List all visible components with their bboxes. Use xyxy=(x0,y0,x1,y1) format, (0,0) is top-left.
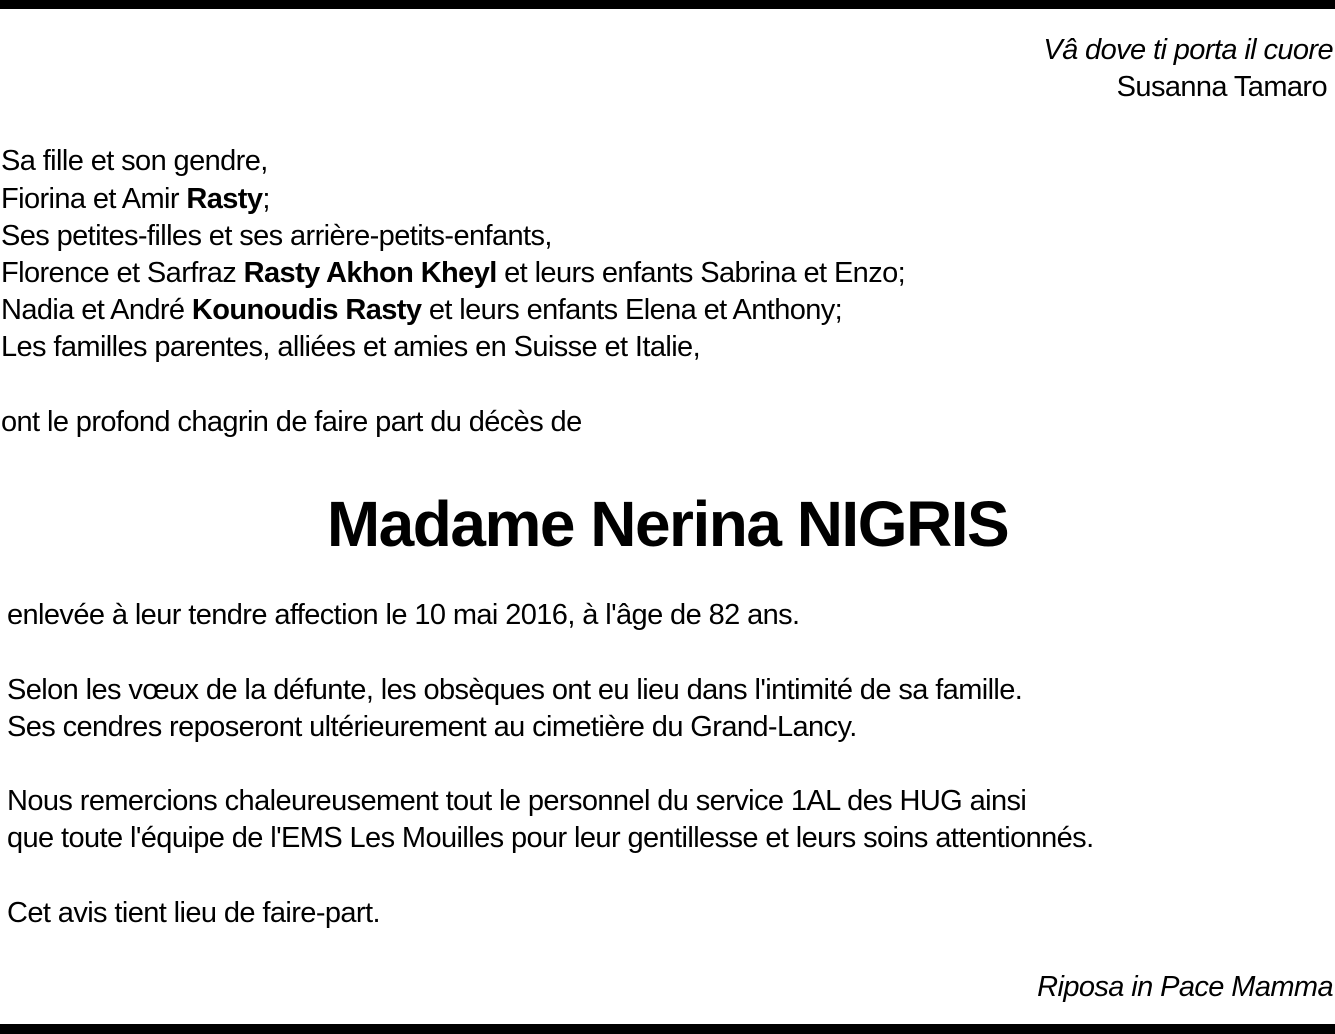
family-line xyxy=(1,292,842,329)
announcement-text: ont le profond chagrin de faire part du décès de xyxy=(1,406,582,438)
family-line-text: Florence et Sarfraz xyxy=(1,257,244,289)
family-line-text: Sa fille et son gendre, xyxy=(1,145,268,177)
family-line-text: ; xyxy=(262,183,270,215)
bottom-rule xyxy=(0,1024,1335,1034)
family-line xyxy=(1,143,268,180)
quote-author: Susanna Tamaro xyxy=(1116,71,1327,103)
top-rule xyxy=(0,0,1335,9)
family-line xyxy=(1,181,270,218)
family-line-text: et leurs enfants Sabrina et Enzo; xyxy=(496,257,906,289)
family-line xyxy=(1,218,552,255)
thanks-line: Nous remercions chaleureusement tout le personnel du service 1AL des HUG ainsi xyxy=(7,785,1027,817)
family-line-text: Les familles parentes, alliées et amies en Suisse et Italie, xyxy=(1,331,701,363)
family-line-text: Ses petites-filles et ses arrière-petits-enfants, xyxy=(1,220,552,252)
funeral-line: Ses cendres reposeront ultérieurement au cimetière du Grand-Lancy. xyxy=(7,711,857,743)
family-surname: Rasty Akhon Kheyl xyxy=(243,257,497,289)
family-line xyxy=(1,255,905,292)
closing-text: Riposa in Pace Mamma xyxy=(1037,971,1333,1003)
family-line-text: et leurs enfants Elena et Anthony; xyxy=(421,294,843,326)
notice-text: Cet avis tient lieu de faire-part. xyxy=(7,897,380,929)
funeral-line: Selon les vœux de la défunte, les obsèques ont eu lieu dans l'intimité de sa famille. xyxy=(7,674,1023,706)
quote-title: Vâ dove ti porta il cuore xyxy=(1043,34,1333,66)
thanks-line: que toute l'équipe de l'EMS Les Mouilles pour leur gentillesse et leurs soins attentionnés. xyxy=(7,822,1094,854)
family-surname: Kounoudis Rasty xyxy=(191,294,422,326)
passing-text: enlevée à leur tendre affection le 10 mai 2016, à l'âge de 82 ans. xyxy=(7,599,800,631)
deceased-name: Madame Nerina NIGRIS xyxy=(326,488,1009,560)
family-surname: Rasty xyxy=(186,183,263,215)
family-line xyxy=(1,329,700,366)
family-line-text: Fiorina et Amir xyxy=(1,183,187,215)
family-line-text: Nadia et André xyxy=(1,294,192,326)
